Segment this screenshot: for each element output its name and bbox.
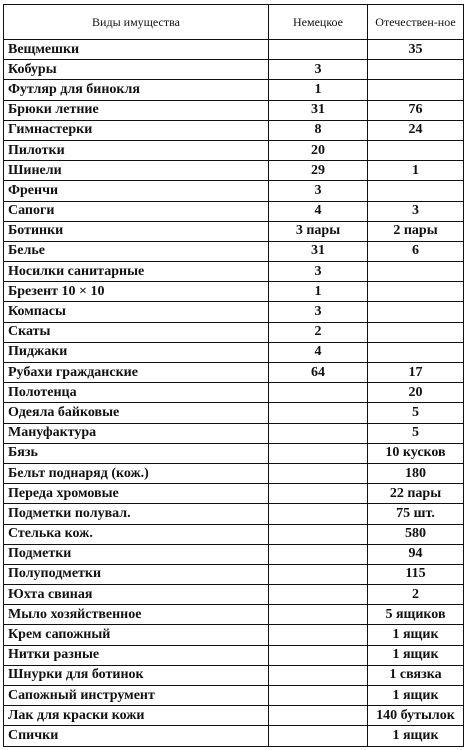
- german-qty-cell: 31: [269, 100, 368, 120]
- table-row: [4, 484, 464, 504]
- table-row: [4, 383, 464, 403]
- item-name-cell: Гимнастерки: [4, 120, 269, 140]
- inventory-table: [3, 4, 464, 747]
- item-name-cell: Носилки санитарные: [4, 262, 269, 282]
- item-name-cell: Вещмешки: [4, 40, 269, 60]
- header-domestic: Отечествен-ное: [368, 5, 464, 40]
- item-name-cell: Стелька кож.: [4, 524, 269, 544]
- item-name-cell: Одеяла байковые: [4, 403, 269, 423]
- domestic-qty-cell: 5: [368, 423, 464, 443]
- item-name-cell: Сапоги: [4, 201, 269, 221]
- german-qty-cell: 29: [269, 161, 368, 181]
- german-qty-cell: 3: [269, 181, 368, 201]
- table-row: [4, 423, 464, 443]
- german-qty-cell: 20: [269, 140, 368, 160]
- item-name-cell: Подметки: [4, 544, 269, 564]
- german-qty-cell: 3 пары: [269, 221, 368, 241]
- german-qty-cell: 3: [269, 262, 368, 282]
- domestic-qty-cell: 76: [368, 100, 464, 120]
- domestic-qty-cell: 1 ящик: [368, 625, 464, 645]
- german-qty-cell: [269, 605, 368, 625]
- german-qty-cell: 4: [269, 342, 368, 362]
- german-qty-cell: 3: [269, 60, 368, 80]
- item-name-cell: Полуподметки: [4, 564, 269, 584]
- table-row: [4, 726, 464, 746]
- item-name-cell: Ботинки: [4, 221, 269, 241]
- table-body: [4, 40, 464, 747]
- item-name-cell: Компасы: [4, 302, 269, 322]
- table-header: [4, 5, 464, 40]
- item-name-cell: Бельт поднаряд (кож.): [4, 463, 269, 483]
- item-name-cell: Брюки летние: [4, 100, 269, 120]
- german-qty-cell: 2: [269, 322, 368, 342]
- item-name-cell: Полотенца: [4, 383, 269, 403]
- domestic-qty-cell: 1 связка: [368, 665, 464, 685]
- domestic-qty-cell: 1: [368, 161, 464, 181]
- table-row: [4, 504, 464, 524]
- german-qty-cell: [269, 504, 368, 524]
- german-qty-cell: 1: [269, 80, 368, 100]
- german-qty-cell: [269, 443, 368, 463]
- german-qty-cell: [269, 463, 368, 483]
- domestic-qty-cell: 115: [368, 564, 464, 584]
- german-qty-cell: 31: [269, 241, 368, 261]
- table-row: [4, 80, 464, 100]
- domestic-qty-cell: 35: [368, 40, 464, 60]
- item-name-cell: Пиджаки: [4, 342, 269, 362]
- header-row: [4, 5, 464, 40]
- domestic-qty-cell: [368, 140, 464, 160]
- domestic-qty-cell: 1 ящик: [368, 726, 464, 746]
- table-row: [4, 262, 464, 282]
- domestic-qty-cell: 140 бутылок: [368, 706, 464, 726]
- german-qty-cell: 3: [269, 302, 368, 322]
- domestic-qty-cell: [368, 342, 464, 362]
- domestic-qty-cell: [368, 60, 464, 80]
- table-row: [4, 161, 464, 181]
- table-row: [4, 443, 464, 463]
- table-row: [4, 40, 464, 60]
- german-qty-cell: 64: [269, 363, 368, 383]
- item-name-cell: Сапожный инструмент: [4, 686, 269, 706]
- german-qty-cell: 1: [269, 282, 368, 302]
- table-row: [4, 221, 464, 241]
- table-row: [4, 524, 464, 544]
- item-name-cell: Футляр для бинокля: [4, 80, 269, 100]
- item-name-cell: Переда хромовые: [4, 484, 269, 504]
- domestic-qty-cell: 580: [368, 524, 464, 544]
- table-row: [4, 665, 464, 685]
- domestic-qty-cell: 22 пары: [368, 484, 464, 504]
- domestic-qty-cell: 6: [368, 241, 464, 261]
- item-name-cell: Брезент 10 × 10: [4, 282, 269, 302]
- item-name-cell: Спички: [4, 726, 269, 746]
- table-row: [4, 181, 464, 201]
- table-row: [4, 403, 464, 423]
- domestic-qty-cell: 17: [368, 363, 464, 383]
- item-name-cell: Крем сапожный: [4, 625, 269, 645]
- german-qty-cell: 4: [269, 201, 368, 221]
- table-row: [4, 706, 464, 726]
- german-qty-cell: [269, 625, 368, 645]
- table-row: [4, 686, 464, 706]
- item-name-cell: Пилотки: [4, 140, 269, 160]
- domestic-qty-cell: 20: [368, 383, 464, 403]
- header-item-type: Виды имущества: [4, 5, 269, 40]
- domestic-qty-cell: [368, 80, 464, 100]
- item-name-cell: Юхта свиная: [4, 585, 269, 605]
- domestic-qty-cell: [368, 262, 464, 282]
- table-row: [4, 585, 464, 605]
- german-qty-cell: [269, 686, 368, 706]
- domestic-qty-cell: 94: [368, 544, 464, 564]
- german-qty-cell: [269, 383, 368, 403]
- table-row: [4, 201, 464, 221]
- german-qty-cell: [269, 706, 368, 726]
- domestic-qty-cell: 1 ящик: [368, 686, 464, 706]
- item-name-cell: Белье: [4, 241, 269, 261]
- domestic-qty-cell: [368, 181, 464, 201]
- table-row: [4, 241, 464, 261]
- domestic-qty-cell: [368, 322, 464, 342]
- item-name-cell: Бязь: [4, 443, 269, 463]
- table-row: [4, 605, 464, 625]
- table-row: [4, 322, 464, 342]
- domestic-qty-cell: 3: [368, 201, 464, 221]
- item-name-cell: Мыло хозяйственное: [4, 605, 269, 625]
- german-qty-cell: [269, 403, 368, 423]
- german-qty-cell: [269, 564, 368, 584]
- german-qty-cell: [269, 484, 368, 504]
- domestic-qty-cell: 10 кусков: [368, 443, 464, 463]
- table-row: [4, 645, 464, 665]
- table-row: [4, 302, 464, 322]
- german-qty-cell: [269, 40, 368, 60]
- domestic-qty-cell: 5 ящиков: [368, 605, 464, 625]
- german-qty-cell: [269, 665, 368, 685]
- item-name-cell: Шинели: [4, 161, 269, 181]
- item-name-cell: Скаты: [4, 322, 269, 342]
- table-row: [4, 140, 464, 160]
- table-row: [4, 463, 464, 483]
- item-name-cell: Френчи: [4, 181, 269, 201]
- item-name-cell: Кобуры: [4, 60, 269, 80]
- header-german: Немецкое: [269, 5, 368, 40]
- item-name-cell: Подметки полувал.: [4, 504, 269, 524]
- item-name-cell: Шнурки для ботинок: [4, 665, 269, 685]
- item-name-cell: Лак для краски кожи: [4, 706, 269, 726]
- table-row: [4, 544, 464, 564]
- table-row: [4, 342, 464, 362]
- domestic-qty-cell: 24: [368, 120, 464, 140]
- domestic-qty-cell: 5: [368, 403, 464, 423]
- german-qty-cell: [269, 585, 368, 605]
- domestic-qty-cell: [368, 302, 464, 322]
- domestic-qty-cell: 180: [368, 463, 464, 483]
- item-name-cell: Мануфактура: [4, 423, 269, 443]
- domestic-qty-cell: 2: [368, 585, 464, 605]
- table-row: [4, 363, 464, 383]
- german-qty-cell: [269, 544, 368, 564]
- german-qty-cell: 8: [269, 120, 368, 140]
- domestic-qty-cell: [368, 282, 464, 302]
- table-row: [4, 282, 464, 302]
- german-qty-cell: [269, 726, 368, 746]
- table-row: [4, 120, 464, 140]
- german-qty-cell: [269, 645, 368, 665]
- domestic-qty-cell: 2 пары: [368, 221, 464, 241]
- table-row: [4, 60, 464, 80]
- german-qty-cell: [269, 524, 368, 544]
- table-row: [4, 100, 464, 120]
- domestic-qty-cell: 75 шт.: [368, 504, 464, 524]
- german-qty-cell: [269, 423, 368, 443]
- item-name-cell: Нитки разные: [4, 645, 269, 665]
- table-row: [4, 564, 464, 584]
- domestic-qty-cell: 1 ящик: [368, 645, 464, 665]
- table-row: [4, 625, 464, 645]
- item-name-cell: Рубахи гражданские: [4, 363, 269, 383]
